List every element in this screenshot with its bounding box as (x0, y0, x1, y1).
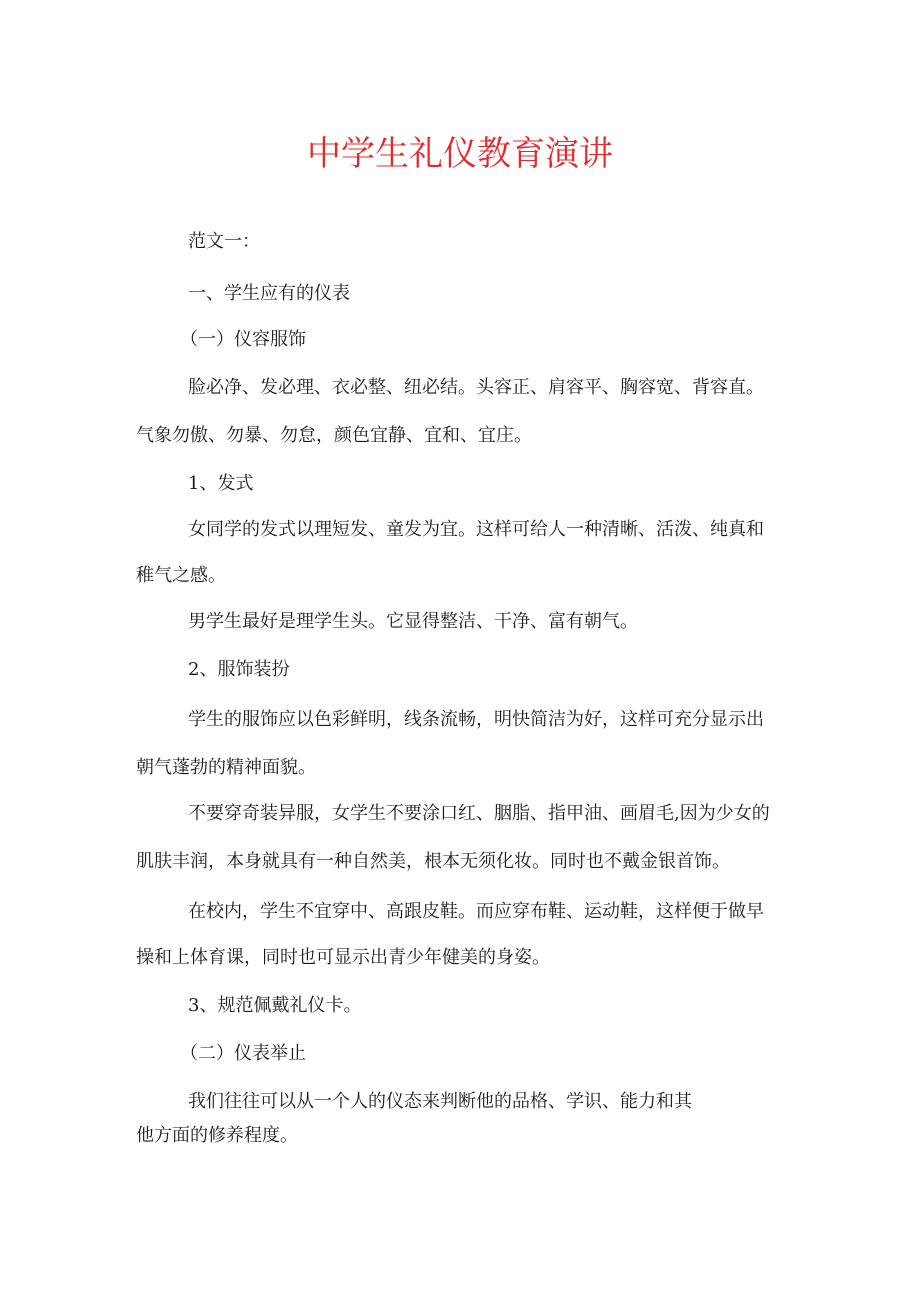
document-title: 中学生礼仪教育演讲 (307, 134, 613, 174)
text-line-p5b: 肌肤丰润，本身就具有一种自然美，根本无须化妆。同时也不戴金银首饰。 (136, 851, 730, 872)
text-line-subheading-2: （二）仪表举止 (180, 1043, 306, 1064)
text-line-subheading-1: （一）仪容服饰 (180, 329, 306, 350)
text-line-p1a: 脸必净、发必理、衣必整、纽必结。头容正、肩容平、胸容宽、背容直。 (188, 377, 764, 398)
text-line-item-2: 2、服饰装扮 (188, 659, 290, 680)
text-line-p2b: 稚气之感。 (136, 565, 226, 586)
text-line-fanwen: 范文一： (188, 231, 260, 252)
text-line-p6a: 在校内，学生不宜穿中、高跟皮鞋。而应穿布鞋、运动鞋，这样便于做早 (188, 901, 764, 922)
text-line-p2a: 女同学的发式以理短发、童发为宜。这样可给人一种清晰、活泼、纯真和 (188, 519, 764, 540)
text-line-item-1: 1、发式 (188, 473, 254, 494)
text-line-p1b: 气象勿傲、勿暴、勿怠，颜色宜静、宜和、宜庄。 (136, 425, 532, 446)
text-line-p7a: 我们往往可以从一个人的仪态来判断他的品格、学识、能力和其 (188, 1091, 692, 1112)
text-line-p5a: 不要穿奇装异服，女学生不要涂口红、胭脂、指甲油、画眉毛,因为少女的 (188, 803, 770, 824)
text-line-p4a: 学生的服饰应以色彩鲜明，线条流畅，明快简洁为好，这样可充分显示出 (188, 709, 764, 730)
text-line-p7b: 他方面的修养程度。 (136, 1125, 298, 1146)
text-line-p6b: 操和上体育课，同时也可显示出青少年健美的身姿。 (136, 947, 550, 968)
text-line-heading-1: 一、学生应有的仪表 (188, 283, 350, 304)
text-line-item-3: 3、规范佩戴礼仪卡。 (188, 995, 362, 1016)
text-line-p4b: 朝气蓬勃的精神面貌。 (136, 757, 316, 778)
text-line-p3: 男学生最好是理学生头。它显得整洁、干净、富有朝气。 (188, 611, 638, 632)
